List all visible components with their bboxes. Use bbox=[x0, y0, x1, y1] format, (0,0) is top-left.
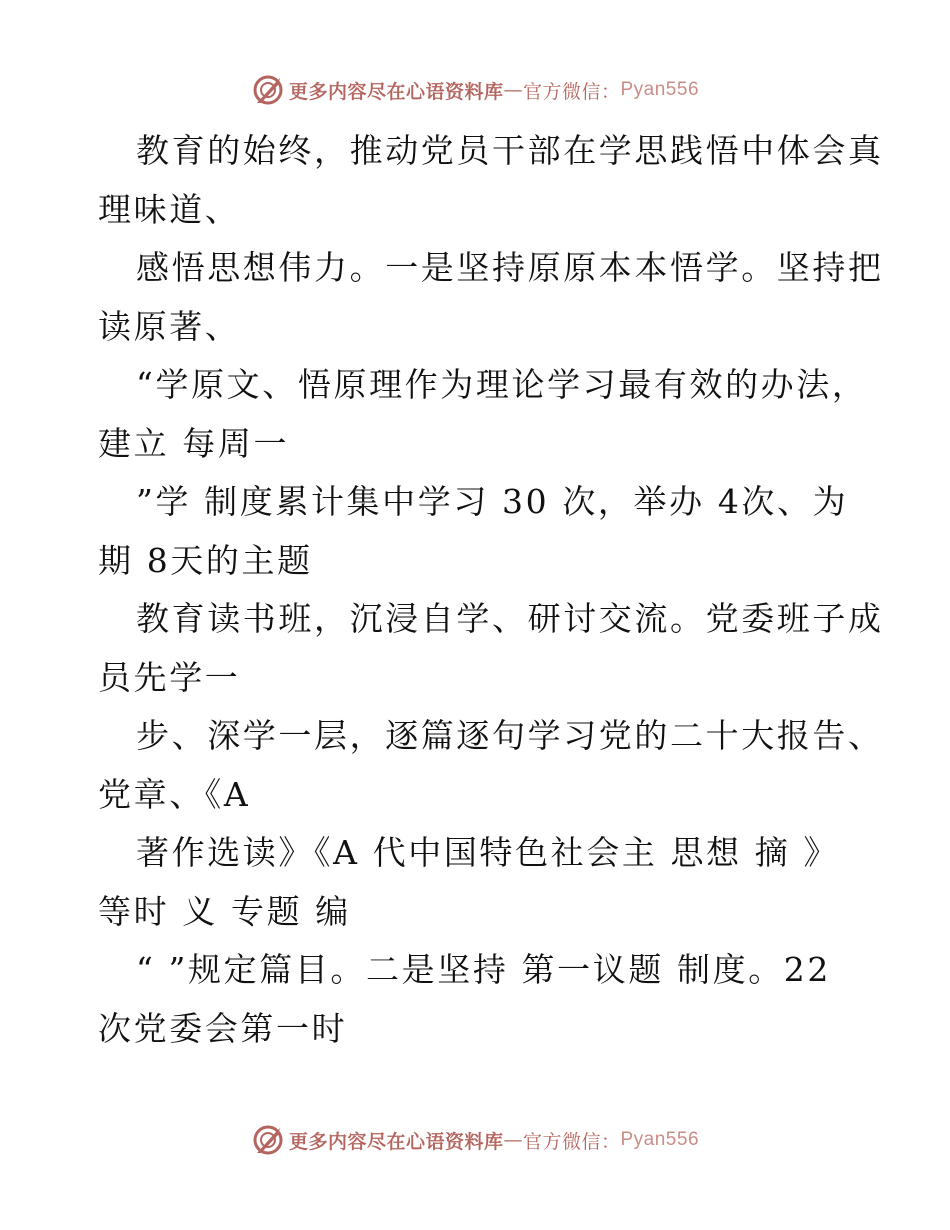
paragraph-line: 次党委会第一时 bbox=[98, 1008, 348, 1048]
banner-wechat-label: 官方微信： bbox=[522, 80, 621, 103]
paragraph bbox=[98, 824, 858, 941]
banner-wechat-id: Pyan556 bbox=[620, 1129, 700, 1150]
quill-pen-logo-icon bbox=[251, 1123, 285, 1157]
paragraph-line: “学原文、悟原理作为理论学习最有效的办法， bbox=[136, 365, 868, 404]
banner-wechat-id: Pyan556 bbox=[620, 79, 700, 100]
footer-watermark-banner bbox=[0, 1120, 950, 1160]
paragraph bbox=[98, 239, 884, 356]
banner-separator: — bbox=[503, 79, 523, 101]
paragraph-line: “ ”规定篇目。二是坚持 第一议题 制度。22 bbox=[136, 950, 832, 989]
paragraph-line: 员先学一 bbox=[98, 657, 241, 697]
header-watermark-banner bbox=[0, 70, 950, 110]
paragraph bbox=[98, 122, 884, 239]
paragraph-line: 教育读书班，沉浸自学、研讨交流。党委班子成 bbox=[136, 599, 884, 638]
paragraph bbox=[98, 707, 884, 824]
quill-pen-logo-icon bbox=[251, 73, 285, 107]
paragraph bbox=[98, 941, 858, 1058]
paragraph-line: 期 8天的主题 bbox=[98, 540, 313, 580]
banner-wechat-label: 官方微信： bbox=[522, 1130, 621, 1153]
paragraph-line: 建立 每周一 bbox=[98, 423, 290, 463]
paragraph-line: 步、深学一层，逐篇逐句学习党的二十大报告、 bbox=[136, 716, 884, 755]
paragraph-line: 著作选读》《A 代中国特色社会主 思想 摘 》 bbox=[136, 833, 840, 872]
paragraph-line: 理味道、 bbox=[98, 189, 241, 229]
paragraph-line: 教育的始终，推动党员干部在学思践悟中体会真 bbox=[136, 131, 884, 170]
paragraph-line: 读原著、 bbox=[98, 306, 241, 346]
paragraph-line: ”学 制度累计集中学习 30 次，举办 4次、为 bbox=[136, 482, 849, 521]
paragraph bbox=[98, 356, 868, 473]
document-body bbox=[98, 122, 884, 1058]
paragraph-line: 党章、《A bbox=[98, 774, 251, 814]
paragraph-line: 感悟思想伟力。一是坚持原原本本悟学。坚持把 bbox=[136, 248, 884, 287]
banner-site-name: 更多内容尽在心语资料库 bbox=[288, 80, 504, 103]
paragraph bbox=[98, 590, 884, 707]
banner-separator: — bbox=[503, 1129, 523, 1151]
paragraph-line: 等时 义 专题 编 bbox=[98, 891, 351, 931]
paragraph bbox=[98, 473, 858, 590]
banner-site-name: 更多内容尽在心语资料库 bbox=[288, 1130, 504, 1153]
